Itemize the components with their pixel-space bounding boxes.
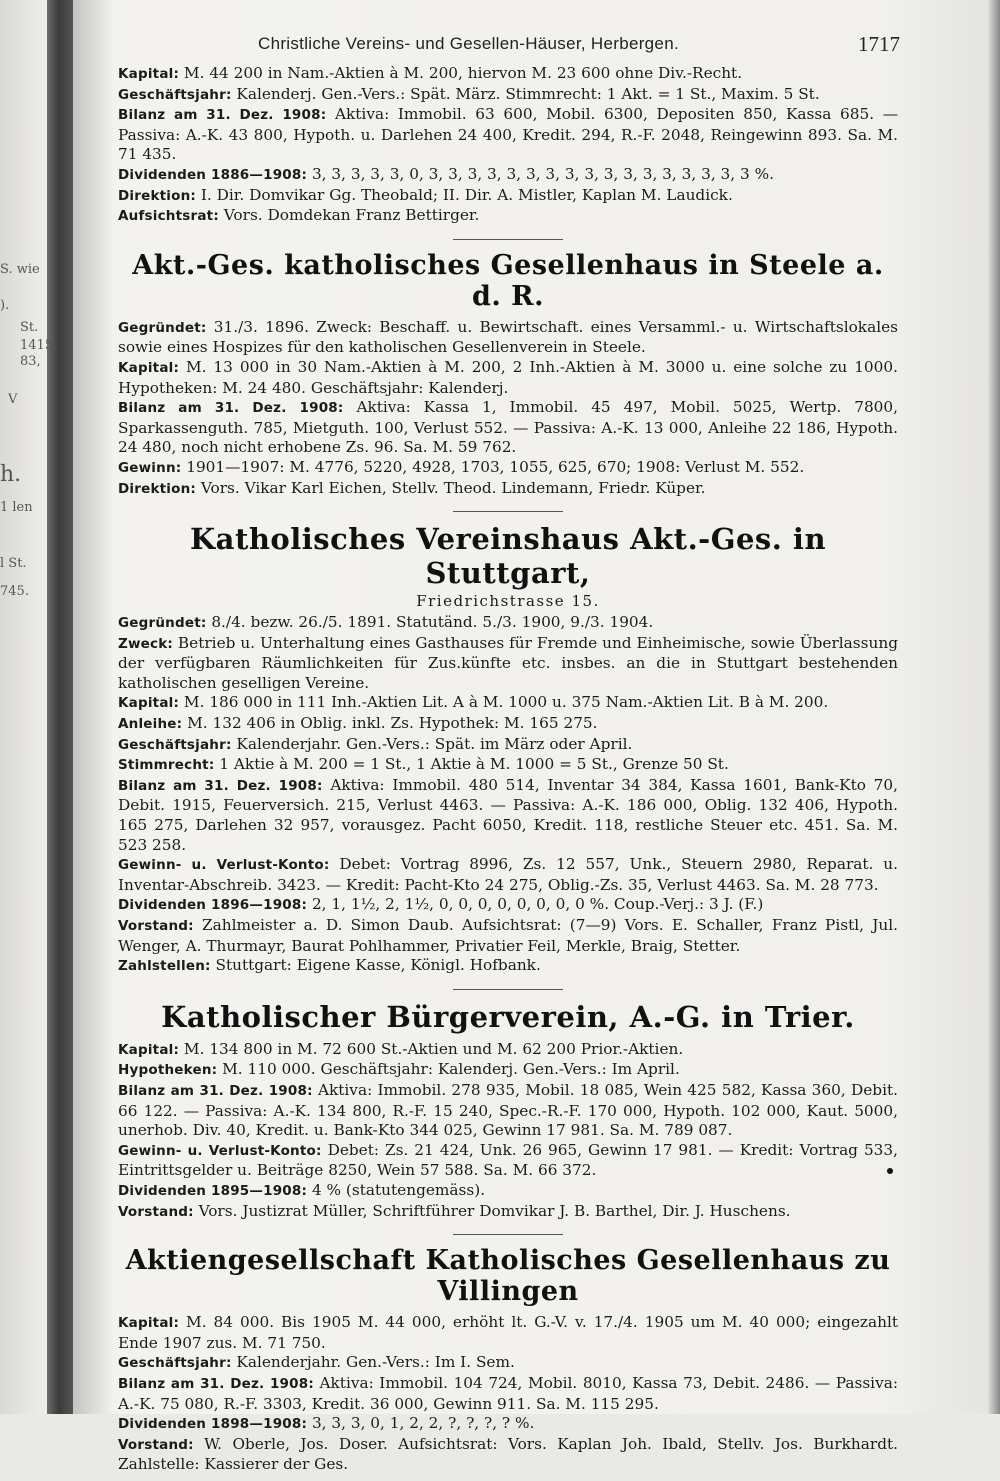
company-entry (118, 64, 898, 227)
field-text: Vors. Domdekan Franz Bettirger. (218, 206, 480, 225)
field-text: Aktiva: Immobil. 278 935, Mobil. 18 085, Wein 425 582, Kassa 360, Debit. 66 122. — Passiva: A.-K. 134 800, R.-F. 15 240, Spec.-R.-F. 170 000, Hypoth. 102 000, Kaut. 5000, unerhob. Div. 40, Kredit. u. Bank-Kto 344 025, Gewinn 17 981. Sa. M. 789 087. (118, 1080, 899, 1140)
field-label: Gewinn- u. Verlust-Konto: (118, 1142, 322, 1159)
entry-paragraph (118, 85, 898, 106)
company-entry (118, 1234, 898, 1475)
company-name: Aktiengesellschaft Katholisches Gesellenhaus zu Villingen (125, 1245, 891, 1308)
field-text: M. 84 000. Bis 1905 M. 44 000, erhöht lt. G.-V. v. 17./4. 1905 um M. 40 000; eingezahlt Ende 1907 zus. M. 71 750. (118, 1313, 898, 1352)
entry-paragraph (118, 479, 898, 500)
margin-fragment: 1 len (0, 500, 33, 515)
field-text: Vors. Vikar Karl Eichen, Stellv. Theod. Lindemann, Friedr. Küper. (196, 478, 706, 497)
margin-fragment: St. (20, 320, 39, 335)
entry-paragraph (118, 634, 898, 694)
field-text: M. 13 000 in 30 Nam.-Aktien à M. 200, 2 Inh.-Aktien à M. 3000 u. eine solche zu 1000. Hypotheken: M. 24 480. Geschäftsjahr: Kalenderj. (118, 357, 898, 397)
entry-paragraph (118, 613, 898, 634)
margin-fragment: h. (0, 462, 22, 487)
field-label: Bilanz am 31. Dez. 1908: (118, 1375, 314, 1392)
field-label: Bilanz am 31. Dez. 1908: (118, 1082, 313, 1099)
field-text: Betrieb u. Unterhaltung eines Gasthauses für Fremde und Einheimische, sowie Überlassung der verfügbaren Räumlichkeiten für Zus.künfte etc. insbes. an die in Stuttgart bestehenden katholischen geselligen Vereine. (118, 633, 898, 692)
field-label: Dividenden 1886—1908: (118, 166, 308, 183)
field-text: Kalenderj. Gen.-Vers.: Spät. März. Stimmrecht: 1 Akt. = 1 St., Maxim. 5 St. (231, 84, 820, 103)
field-text: M. 44 200 in Nam.-Aktien à M. 200, hiervon M. 23 600 ohne Div.-Recht. (179, 64, 743, 82)
field-text: Zahlmeister a. D. Simon Daub. Aufsichtsrat: (7—9) Vors. E. Schaller, Franz Pistl, Jul. Wenger, A. Thurmayr, Baurat Pohlhammer, Privatier Feil, Merkle, Braig, Stetter. (118, 916, 898, 955)
field-text: I. Dir. Domvikar Gg. Theobald; II. Dir. A. Mistler, Kaplan M. Laudick. (196, 185, 733, 204)
company-entry (118, 511, 898, 977)
company-name: Katholischer Bürgerverein, A.-G. in Trier. (161, 999, 855, 1034)
field-label: Vorstand: (118, 1203, 194, 1220)
entry-paragraph (118, 206, 898, 227)
field-text: 2, 1, 1½, 2, 1½, 0, 0, 0, 0, 0, 0, 0, 0 %. Coup.-Verj.: 3 J. (F.) (307, 895, 764, 914)
field-label: Bilanz am 31. Dez. 1908: (118, 777, 323, 794)
field-label: Gewinn- u. Verlust-Konto: (118, 857, 330, 874)
margin-fragment: V (8, 392, 18, 407)
section-separator (453, 239, 563, 240)
margin-fragment: S. wie (0, 262, 40, 277)
entry-paragraph (118, 755, 898, 776)
field-label: Geschäftsjahr: (118, 1355, 232, 1372)
company-name: Akt.-Ges. katholisches Gesellenhaus in Steele a. d. R. (132, 249, 884, 312)
field-text: Kalenderjahr. Gen.-Vers.: Spät. im März oder April. (231, 734, 633, 753)
company-entries (118, 64, 898, 1475)
entry-paragraph (118, 186, 898, 207)
field-text: M. 110 000. Geschäftsjahr: Kalenderj. Gen.-Vers.: Im April. (217, 1060, 680, 1079)
margin-fragment: l St. (0, 556, 27, 571)
entry-paragraph (118, 1040, 898, 1061)
entry-paragraph (118, 1081, 898, 1141)
header-title: Christliche Vereins- und Gesellen-Häuser, Herbergen. (258, 34, 679, 53)
entry-paragraph (118, 776, 898, 855)
field-label: Kapital: (118, 66, 180, 82)
entry-paragraph (118, 458, 898, 479)
field-label: Gewinn: (118, 459, 182, 476)
field-label: Dividenden 1895—1908: (118, 1182, 308, 1199)
margin-fragment: 745. (0, 584, 29, 599)
field-text: M. 186 000 in 111 Inh.-Aktien Lit. A à M. 1000 u. 375 Nam.-Aktien Lit. B à M. 200. (179, 693, 829, 712)
field-text: 3, 3, 3, 3, 3, 0, 3, 3, 3, 3, 3, 3, 3, 3, 3, 3, 3, 3, 3, 3, 3, 3, 3 %. (307, 164, 774, 183)
field-text: 31./3. 1896. Zweck: Beschaff. u. Bewirtschaft. eines Versamml.- u. Wirtschaftslokales sowie eines Hospizes für den katholischen Gesellenverein in Steele. (118, 317, 898, 357)
entry-paragraph (118, 714, 898, 735)
field-text: M. 134 800 in M. 72 600 St.-Aktien und M. 62 200 Prior.-Aktien. (179, 1039, 684, 1058)
entry-paragraph (118, 916, 898, 956)
margin-fragment: 1415, (20, 338, 58, 353)
field-label: Zahlstellen: (118, 958, 211, 975)
field-label: Vorstand: (118, 918, 194, 934)
field-label: Geschäftsjahr: (118, 736, 232, 753)
field-label: Anleihe: (118, 716, 183, 733)
field-text: 8./4. bezw. 26./5. 1891. Statutänd. 5./3. 1900, 9./3. 1904. (206, 613, 654, 632)
field-text: Debet: Vortrag 8996, Zs. 12 557, Unk., Steuern 2980, Reparat. u. Inventar-Abschreib. 3423. — Kredit: Pacht-Kto 24 275, Oblig.-Zs. 35, Verlust 4463. Sa. M. 28 773. (118, 855, 899, 894)
field-label: Kapital: (118, 359, 180, 376)
entry-paragraph (118, 693, 898, 714)
company-address: Friedrichstrasse 15. (416, 592, 600, 611)
entry-paragraph (118, 1181, 898, 1202)
field-label: Direktion: (118, 480, 196, 497)
field-text: Aktiva: Kassa 1, Immobil. 45 497, Mobil. 5025, Wertp. 7800, Sparkassenguth. 785, Mietguth. 100, Verlust 552. — Passiva: A.-K. 13 000, Anleihe 22 186, Hypoth. 24 480, noch nicht erhobene Zs. 96. Sa. M. 59 762. (118, 398, 899, 457)
field-text: 4 % (statutengemäss). (307, 1180, 486, 1199)
field-text: Debet: Zs. 21 424, Unk. 26 965, Gewinn 17 981. — Kredit: Vortrag 533, Eintrittsgelder u. Beiträge 8250, Wein 57 588. Sa. M. 66 372. (118, 1140, 899, 1180)
field-text: M. 132 406 in Oblig. inkl. Zs. Hypothek: M. 165 275. (182, 714, 598, 733)
page-edge (988, 0, 1000, 1414)
field-label: Gegründet: (118, 319, 207, 336)
field-label: Vorstand: (118, 1436, 194, 1453)
field-label: Kapital: (118, 695, 180, 712)
field-text: W. Oberle, Jos. Doser. Aufsichtsrat: Vors. Kaplan Joh. Ibald, Stellv. Jos. Burkhardt. Zahlstelle: Kassierer der Ges. (118, 1434, 898, 1474)
field-text: Vors. Justizrat Müller, Schriftführer Domvikar J. B. Barthel, Dir. J. Huschens. (193, 1201, 791, 1220)
field-text: 1 Aktie à M. 200 = 1 St., 1 Aktie à M. 1000 = 5 St., Grenze 50 St. (214, 755, 729, 774)
entry-paragraph (118, 398, 898, 458)
page-number: 1717 (858, 32, 900, 56)
section-separator (453, 1234, 563, 1235)
entry-paragraph (118, 358, 898, 398)
field-label: Dividenden 1898—1908: (118, 1416, 308, 1433)
field-label: Bilanz am 31. Dez. 1908: (118, 107, 327, 124)
entry-paragraph (118, 1435, 898, 1475)
company-entry (118, 989, 898, 1222)
field-label: Geschäftsjahr: (118, 86, 232, 103)
entry-paragraph (118, 895, 898, 916)
field-label: Kapital: (118, 1041, 180, 1058)
spine-shadow (73, 0, 113, 1414)
field-label: Aufsichtsrat: (118, 208, 219, 225)
section-separator (453, 989, 563, 990)
field-label: Zweck: (118, 635, 173, 652)
field-text: Stuttgart: Eigene Kasse, Königl. Hofbank. (210, 956, 541, 975)
section-separator (453, 511, 563, 512)
field-label: Bilanz am 31. Dez. 1908: (118, 400, 344, 417)
entry-paragraph (118, 1414, 898, 1435)
field-text: Aktiva: Immobil. 63 600, Mobil. 6300, Depositen 850, Kassa 685. — Passiva: A.-K. 43 800, Hypoth. u. Darlehen 24 400, Kredit. 294, R.-F. 2048, Reingewinn 893. Sa. M. 71 435. (118, 105, 899, 164)
entry-paragraph (118, 1141, 898, 1181)
company-name: Katholisches Vereinshaus Akt.-Ges. in Stuttgart, (189, 522, 827, 591)
book-spine (47, 0, 73, 1414)
entry-paragraph (118, 1202, 898, 1223)
company-entry (118, 239, 898, 499)
entry-paragraph (118, 1374, 898, 1414)
field-label: Gegründet: (118, 615, 207, 632)
entry-paragraph (118, 318, 898, 358)
field-text: Aktiva: Immobil. 104 724, Mobil. 8010, Kassa 73, Debit. 2486. — Passiva: A.-K. 75 080, R.-F. 3303, Kredit. 36 000, Gewinn 911. Sa. M. 115 295. (118, 1373, 898, 1413)
entry-paragraph (118, 735, 898, 756)
entry-paragraph (118, 165, 898, 186)
margin-fragment: 83, (20, 354, 41, 369)
entry-paragraph (118, 1313, 898, 1353)
field-text: 3, 3, 3, 0, 1, 2, 2, ?, ?, ?, ? %. (307, 1414, 535, 1433)
field-text: Aktiva: Immobil. 480 514, Inventar 34 384, Kassa 1601, Bank-Kto 70, Debit. 1915, Feuerversich. 215, Verlust 4463. — Passiva: A.-K. 186 000, Oblig. 132 406, Hypoth. 165 275, Darlehen 32 957, vorausgez. Pacht 6050, Kredit. 118, restliche Steuer etc. 451. Sa. M. 523 258. (118, 775, 898, 854)
field-label: Dividenden 1896—1908: (118, 897, 308, 914)
field-text: Kalenderjahr. Gen.-Vers.: Im I. Sem. (231, 1353, 515, 1372)
field-label: Direktion: (118, 187, 196, 204)
entry-paragraph (118, 1353, 898, 1374)
margin-fragment: ). (0, 298, 10, 313)
field-label: Kapital: (118, 1315, 180, 1332)
entry-paragraph (118, 105, 898, 165)
entry-paragraph (118, 64, 898, 85)
running-header (118, 28, 898, 64)
entry-paragraph (118, 855, 898, 895)
entry-paragraph (118, 1060, 898, 1081)
field-label: Hypotheken: (118, 1062, 218, 1079)
entry-paragraph (118, 956, 898, 977)
field-label: Stimmrecht: (118, 757, 215, 774)
field-text: 1901—1907: M. 4776, 5220, 4928, 1703, 1055, 625, 670; 1908: Verlust M. 552. (181, 457, 805, 476)
ink-dot (887, 1168, 893, 1174)
page-content (118, 28, 898, 1481)
